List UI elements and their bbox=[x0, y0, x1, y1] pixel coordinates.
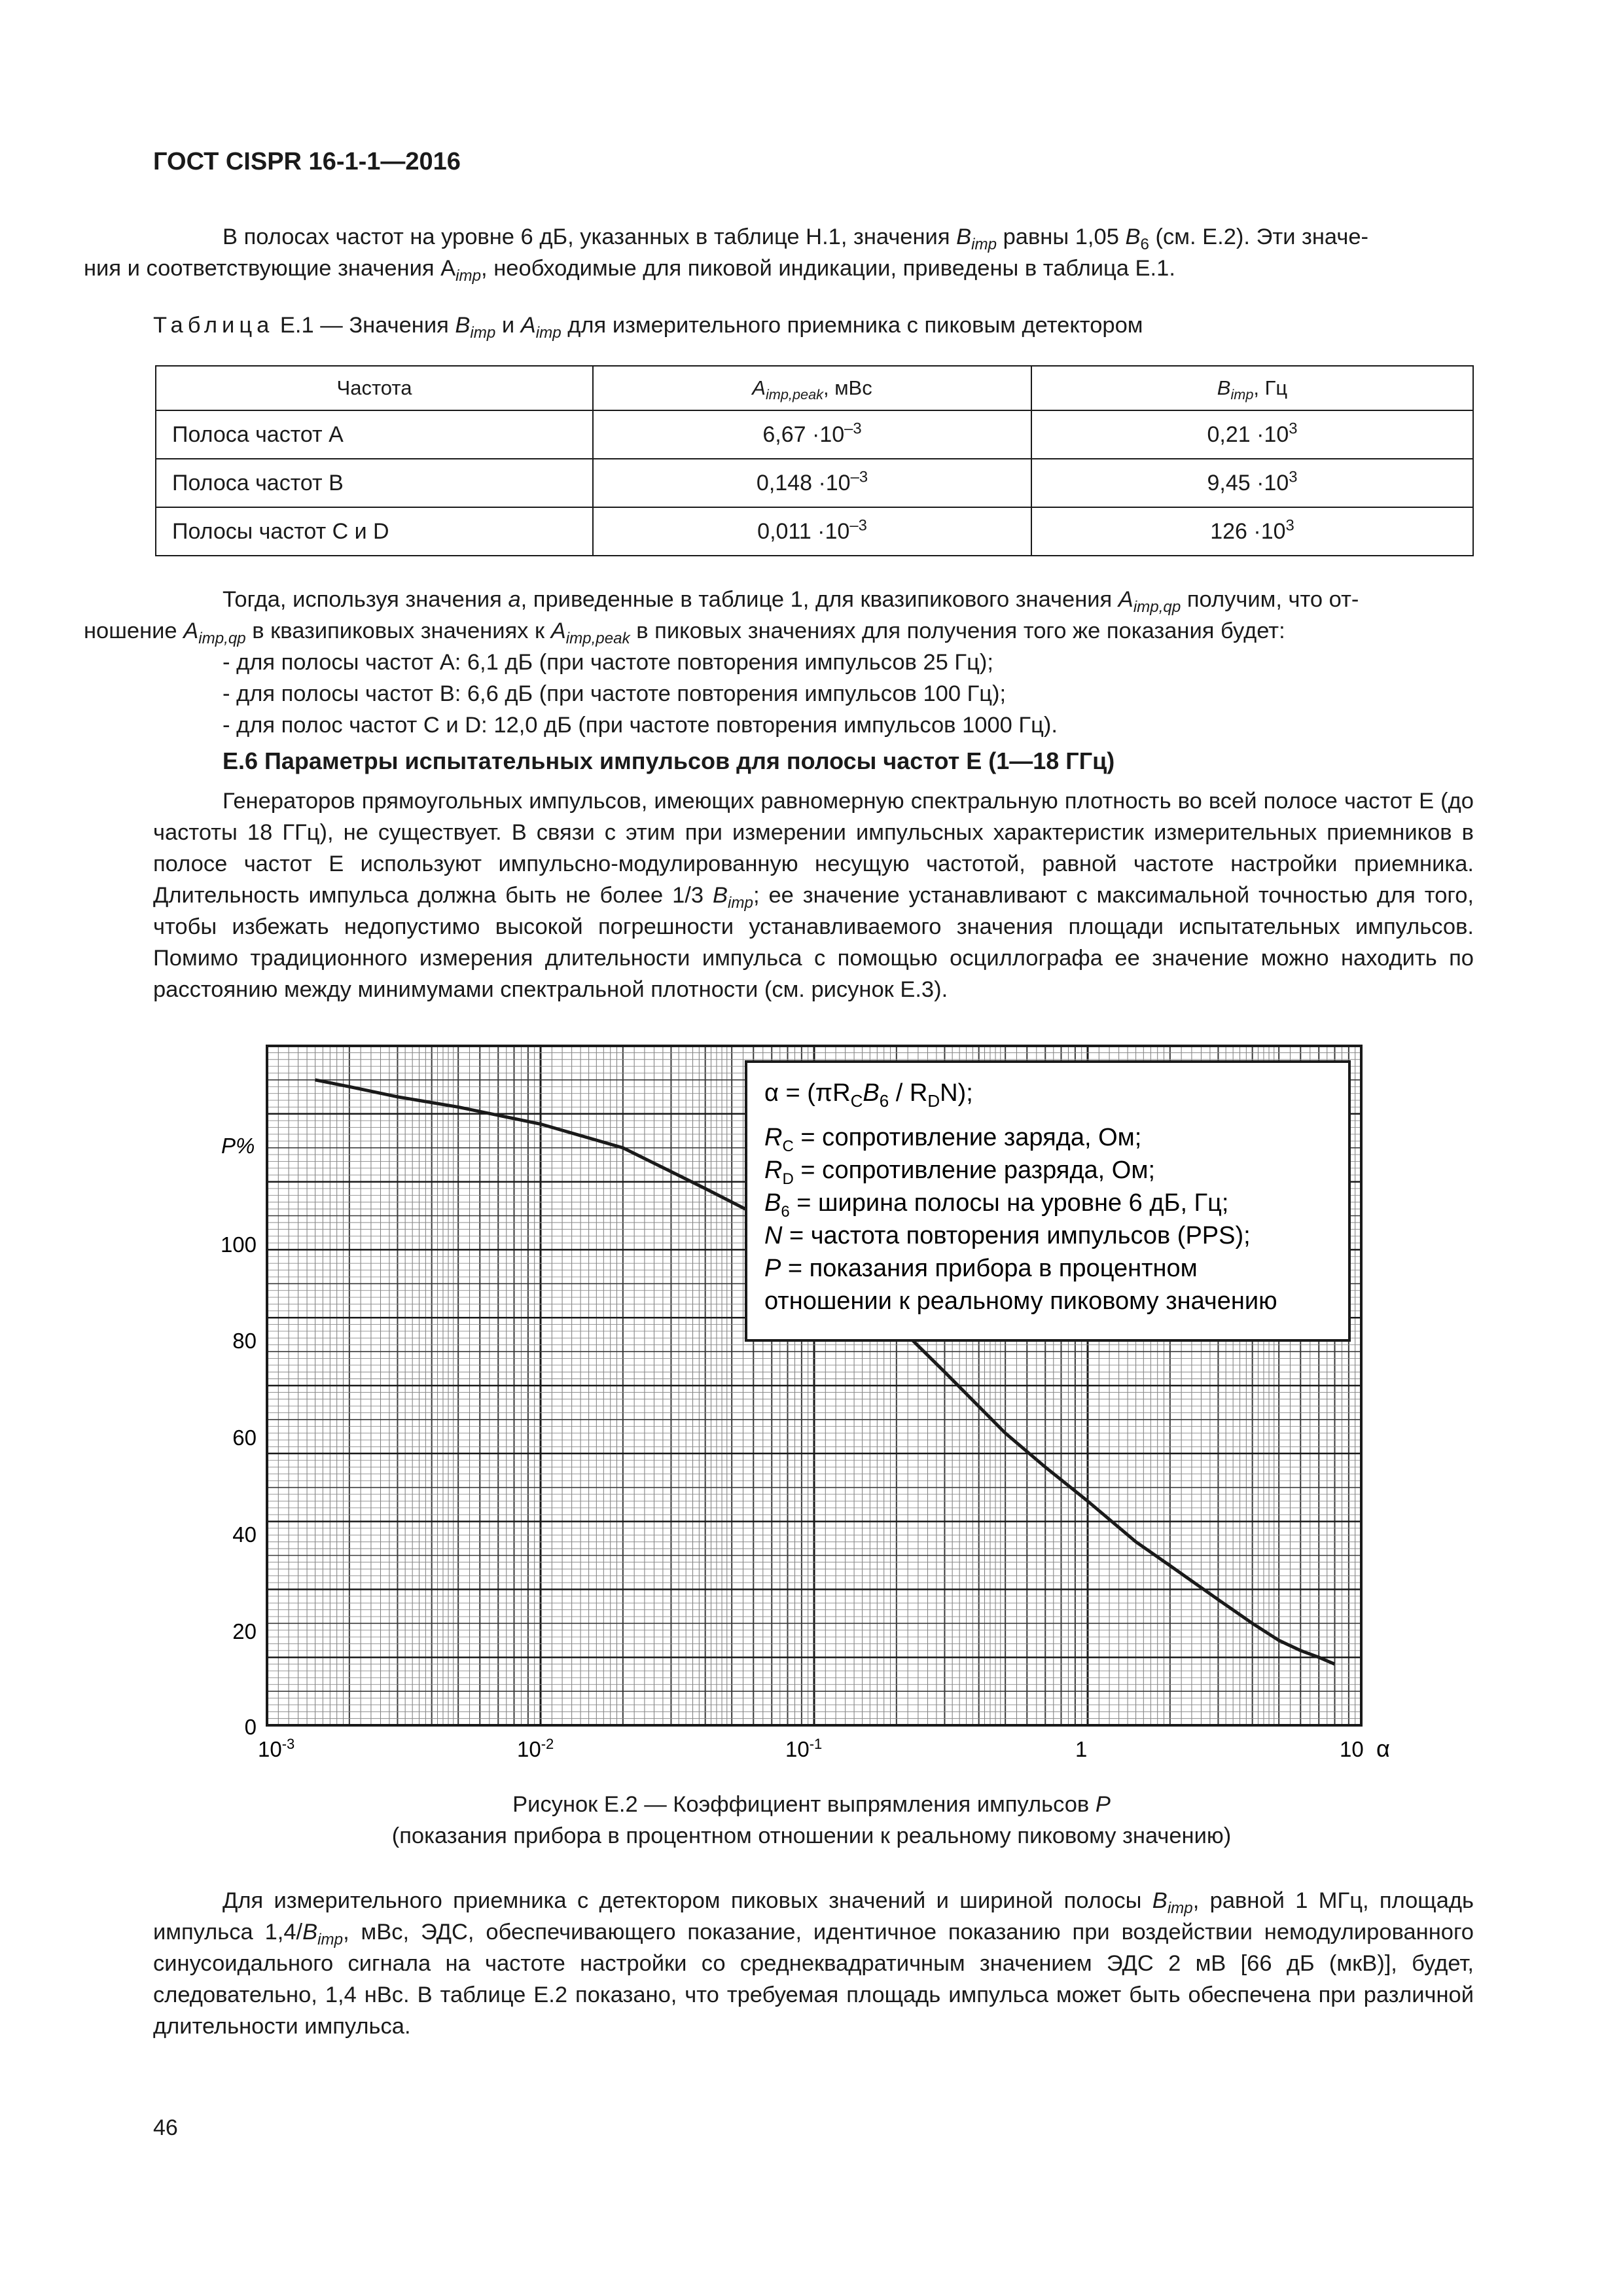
paragraph-text: , приведенные в таблице 1, для квазипикового значения bbox=[520, 587, 1118, 612]
intro-symbol: B bbox=[1125, 224, 1141, 249]
intro-subscript: 6 bbox=[1140, 235, 1149, 253]
chart-legend bbox=[746, 1062, 1349, 1340]
paragraph-text: в пиковых значениях для получения того же показания будет: bbox=[630, 619, 1285, 643]
column-header-unit: , мВс bbox=[823, 376, 872, 399]
list-item: - для полос частот С и D: 12,0 дБ (при частоте повторения импульсов 1000 Гц). bbox=[223, 713, 1058, 738]
paragraph-symbol: B bbox=[713, 883, 728, 908]
paragraph-subscript: imp,qp bbox=[198, 629, 246, 647]
figure-caption-text: Рисунок Е.2 — Коэффициент выпрямления импульсов bbox=[512, 1792, 1096, 1817]
cell-value: 6,67 ·10 bbox=[762, 422, 845, 447]
table-caption-text: и bbox=[495, 313, 521, 338]
intro-symbol: B bbox=[956, 224, 972, 249]
table-caption-label: Таблица bbox=[153, 313, 274, 338]
paragraph-symbol: B bbox=[1152, 1888, 1168, 1913]
paragraph-subscript: imp bbox=[728, 893, 753, 912]
paragraph-symbol: B bbox=[302, 1920, 318, 1945]
paragraph-symbol: a bbox=[508, 587, 521, 612]
y-tick-label: 80 bbox=[232, 1329, 257, 1353]
cell-value: 126 ·10 bbox=[1210, 518, 1286, 544]
cell-value: 0,011 ·10 bbox=[757, 518, 850, 544]
figure-subcaption: (показания прибора в процентном отношении к реальному пиковому значению) bbox=[391, 1823, 1232, 1848]
intro-text: равны 1,05 bbox=[997, 224, 1126, 249]
document-code-header: ГОСТ CISPR 16-1-1—2016 bbox=[153, 148, 461, 175]
intro-text: (см. Е.2). Эти значе- bbox=[1149, 224, 1368, 249]
column-header-subscript: imp,peak bbox=[765, 386, 823, 403]
column-header-subscript: imp bbox=[1230, 386, 1254, 403]
list-item: - для полосы частот А: 6,1 дБ (при частоте повторения импульсов 25 Гц); bbox=[223, 650, 993, 675]
paragraph-symbol: A bbox=[183, 619, 199, 643]
cell-band: Полосы частот С и D bbox=[156, 507, 593, 556]
table-caption-subscript: imp bbox=[535, 323, 562, 342]
intro-text: В полосах частот на уровне 6 дБ, указанных в таблице Н.1, значения bbox=[223, 224, 957, 249]
column-header-symbol: B bbox=[1217, 376, 1231, 399]
legend-formula: $\alpha = (\pi R_CB_6 / R_DN)$; bbox=[764, 1079, 973, 1111]
y-tick-label: 0 bbox=[244, 1715, 257, 1739]
x-axis-symbol: α bbox=[1376, 1735, 1390, 1762]
table-caption-subscript: imp bbox=[470, 323, 496, 342]
cell-value: 0,148 ·10 bbox=[756, 470, 851, 495]
y-tick-label: 20 bbox=[232, 1619, 257, 1643]
cell-band: Полоса частот А bbox=[156, 410, 593, 459]
cell-band: Полоса частот В bbox=[156, 459, 593, 507]
table-caption-text: для измерительного приемника с пиковым детектором bbox=[561, 313, 1143, 338]
table-caption-symbol: B bbox=[455, 313, 471, 338]
table-caption-text: Е.1 — Значения bbox=[274, 313, 455, 338]
y-axis-label: P% bbox=[221, 1134, 255, 1158]
figure-caption bbox=[0, 1792, 1623, 1818]
section-heading: Е.6 Параметры испытательных импульсов для полосы частот Е (1—18 ГГц) bbox=[223, 747, 1115, 774]
y-axis-tick-labels bbox=[221, 1232, 257, 1739]
intro-subscript: imp bbox=[455, 266, 482, 285]
y-tick-label: 60 bbox=[232, 1426, 257, 1450]
paragraph-text: , равной 1 МГц, площадь импульса 1,4/ bbox=[153, 1888, 1474, 1945]
paragraph-text: Для измерительного приемника с детектором пиковых значений и шириной полосы bbox=[223, 1888, 1152, 1913]
column-header-symbol: A bbox=[752, 376, 766, 399]
paragraph-symbol: A bbox=[550, 619, 566, 643]
legend-line: $R_D$ = сопротивление разряда, Ом; bbox=[764, 1157, 1156, 1188]
x-tick-label: 10 bbox=[1340, 1737, 1364, 1761]
intro-text: ния и соответствующие значения A bbox=[84, 256, 456, 281]
paragraph-subscript: imp,qp bbox=[1133, 598, 1181, 616]
paragraph-text: получим, что от- bbox=[1181, 587, 1359, 612]
cell-exponent: 3 bbox=[1289, 420, 1298, 438]
paragraph-subscript: imp bbox=[317, 1930, 344, 1948]
cell-exponent: 3 bbox=[1285, 516, 1294, 535]
legend-line: $R_C$ = сопротивление заряда, Ом; bbox=[764, 1124, 1142, 1155]
paragraph-subscript: imp bbox=[1167, 1899, 1193, 1917]
cell-value: 9,45 ·10 bbox=[1207, 470, 1289, 495]
paragraph-text: Тогда, используя значения bbox=[223, 587, 508, 612]
page-number: 46 bbox=[153, 2115, 178, 2140]
paragraph-text: Генераторов прямоугольных импульсов, имеющих равномерную спектральную плотность во всей полосе частот Е (до частоты 18 ГГц), не существует. В связи с этим при измерении импульсных характеристик измерительных приемников в полосе частот Е используют импульсно-модулированную несущую частотой, равной частоте настройки приемника. Длительность импульса должна быть не более 1/3 bbox=[153, 789, 1474, 908]
cell-exponent: –3 bbox=[844, 420, 862, 438]
paragraph-text: ношение bbox=[84, 619, 184, 643]
legend-line: $B_6$ = ширина полосы на уровне 6 дБ, Гц; bbox=[764, 1189, 1229, 1221]
x-tick-label: 1 bbox=[1075, 1737, 1088, 1761]
paragraph-text: ; ее значение устанавливают с максимальной точностью для того, чтобы избежать недопустимо высокой погрешности устанавливаемого значения площади испытательных импульсов. Помимо традиционного измерения длительности импульса с помощью осциллографа ее значение можно находить по расстоянию между минимумами спектральной плотности (см. рисунок Е.3). bbox=[153, 883, 1474, 1002]
column-header-frequency: Частота bbox=[156, 366, 593, 410]
x-axis-tick-labels bbox=[258, 1735, 1390, 1762]
table-caption-symbol: A bbox=[520, 313, 536, 338]
cell-exponent: –3 bbox=[850, 468, 868, 486]
paragraph-text: в квазипиковых значениях к bbox=[245, 619, 551, 643]
x-tick-label: $10^{-1}$ bbox=[785, 1736, 823, 1761]
column-header-unit: , Гц bbox=[1253, 376, 1288, 399]
paragraph-symbol: A bbox=[1118, 587, 1133, 612]
cell-value: 0,21 ·10 bbox=[1207, 422, 1289, 447]
list-item: - для полосы частот В: 6,6 дБ (при частоте повторения импульсов 100 Гц); bbox=[223, 681, 1007, 706]
figure-caption-symbol: P bbox=[1095, 1792, 1111, 1817]
x-tick-label: $10^{-3}$ bbox=[258, 1736, 295, 1761]
paragraph-text: , мВс, ЭДС, обеспечивающего показание, идентичное показанию при воздействии немодулированного синусоидального сигнала на частоте настройки со среднеквадратичным значением ЭДС 2 мВ [66 дБ (мкВ)], будет, следовательно, 1,4 нВс. В таблице Е.2 показано, что требуемая площадь импульса может быть обеспечена при различной длительности импульса. bbox=[153, 1920, 1474, 2039]
legend-line: отношении к реальному пиковому значению bbox=[764, 1287, 1277, 1315]
cell-exponent: –3 bbox=[849, 516, 867, 535]
legend-line: P = показания прибора в процентном bbox=[764, 1255, 1198, 1282]
legend-line: N = частота повторения импульсов (PPS); bbox=[764, 1222, 1251, 1249]
cell-exponent: 3 bbox=[1289, 468, 1298, 486]
x-tick-label: $10^{-2}$ bbox=[517, 1736, 554, 1761]
y-tick-label: 40 bbox=[232, 1522, 257, 1547]
intro-text: , необходимые для пиковой индикации, приведены в таблица Е.1. bbox=[481, 256, 1175, 281]
intro-subscript: imp bbox=[971, 235, 997, 253]
paragraph-subscript: imp,peak bbox=[565, 629, 630, 647]
y-tick-label: 100 bbox=[220, 1232, 257, 1257]
closing-paragraph bbox=[153, 1885, 1474, 2042]
